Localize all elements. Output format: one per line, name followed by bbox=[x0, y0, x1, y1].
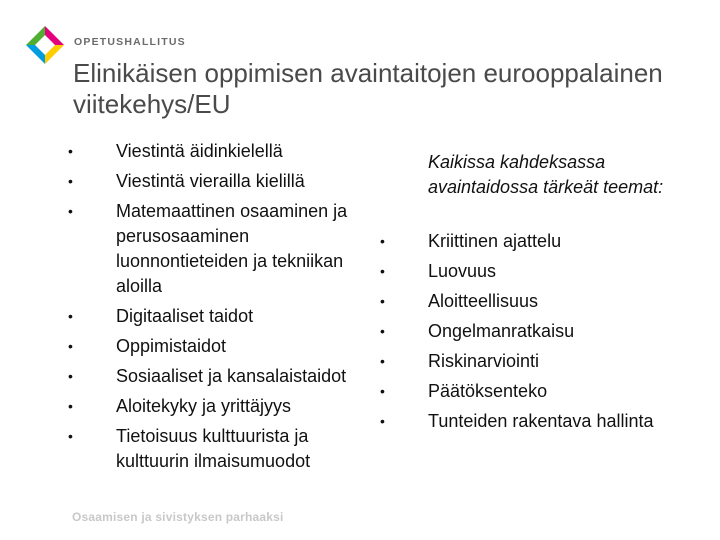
list-item-text: Sosiaaliset ja kansalaistaidot bbox=[116, 366, 347, 386]
list-item bbox=[380, 229, 708, 254]
bullet-icon: • bbox=[380, 383, 385, 399]
list-item-text: Riskinarviointi bbox=[428, 351, 540, 371]
list-item-text: Digitaaliset taidot bbox=[116, 306, 254, 326]
bullet-icon: • bbox=[68, 368, 73, 384]
list-item-text: Luovuus bbox=[428, 261, 497, 281]
bullet-icon: • bbox=[68, 173, 73, 189]
bullet-icon: • bbox=[380, 323, 385, 339]
list-item bbox=[68, 199, 356, 299]
list-item bbox=[380, 409, 708, 434]
bullet-icon: • bbox=[380, 263, 385, 279]
list-item bbox=[68, 304, 356, 329]
themes-list bbox=[380, 229, 708, 439]
themes-intro: Kaikissa kahdeksassa avaintaidossa tärkeät teemat: bbox=[428, 152, 664, 197]
list-item-text: Tunteiden rakentava hallinta bbox=[428, 411, 654, 431]
bullet-icon: • bbox=[380, 413, 385, 429]
list-item-text: Oppimistaidot bbox=[116, 336, 227, 356]
list-item bbox=[68, 169, 356, 194]
key-competences-list bbox=[68, 139, 356, 479]
list-item bbox=[380, 379, 708, 404]
list-item bbox=[68, 139, 356, 164]
list-item bbox=[68, 334, 356, 359]
list-item bbox=[380, 349, 708, 374]
list-item bbox=[380, 289, 708, 314]
list-item bbox=[68, 364, 356, 389]
list-item-text: Tietoisuus kulttuurista ja kulttuurin ilmaisumuodot bbox=[116, 426, 311, 471]
organization-name: OPETUSHALLITUS bbox=[74, 36, 186, 48]
bullet-icon: • bbox=[380, 233, 385, 249]
list-item-text: Ongelmanratkaisu bbox=[428, 321, 575, 341]
bullet-icon: • bbox=[68, 143, 73, 159]
opetushallitus-logo-icon bbox=[22, 22, 68, 68]
list-item-text: Matemaattinen osaaminen ja perusosaaminen luonnontieteiden ja tekniikan aloilla bbox=[116, 201, 348, 296]
list-item-text: Kriittinen ajattelu bbox=[428, 231, 562, 251]
footer-slogan: Osaamisen ja sivistyksen parhaaksi bbox=[72, 510, 284, 524]
slide-title: Elinikäisen oppimisen avaintaitojen eurooppalainen viitekehys/EU bbox=[73, 58, 663, 119]
bullet-icon: • bbox=[68, 308, 73, 324]
list-item bbox=[68, 424, 356, 474]
list-item-text: Aloitteellisuus bbox=[428, 291, 539, 311]
bullet-icon: • bbox=[68, 428, 73, 444]
bullet-icon: • bbox=[68, 338, 73, 354]
list-item-text: Viestintä vierailla kielillä bbox=[116, 171, 305, 191]
list-item bbox=[380, 319, 708, 344]
list-item-text: Aloitekyky ja yrittäjyys bbox=[116, 396, 292, 416]
bullet-icon: • bbox=[380, 353, 385, 369]
bullet-icon: • bbox=[380, 293, 385, 309]
list-item bbox=[380, 259, 708, 284]
list-item bbox=[68, 394, 356, 419]
list-item-text: Päätöksenteko bbox=[428, 381, 548, 401]
list-item-text: Viestintä äidinkielellä bbox=[116, 141, 283, 161]
bullet-icon: • bbox=[68, 203, 73, 219]
bullet-icon: • bbox=[68, 398, 73, 414]
